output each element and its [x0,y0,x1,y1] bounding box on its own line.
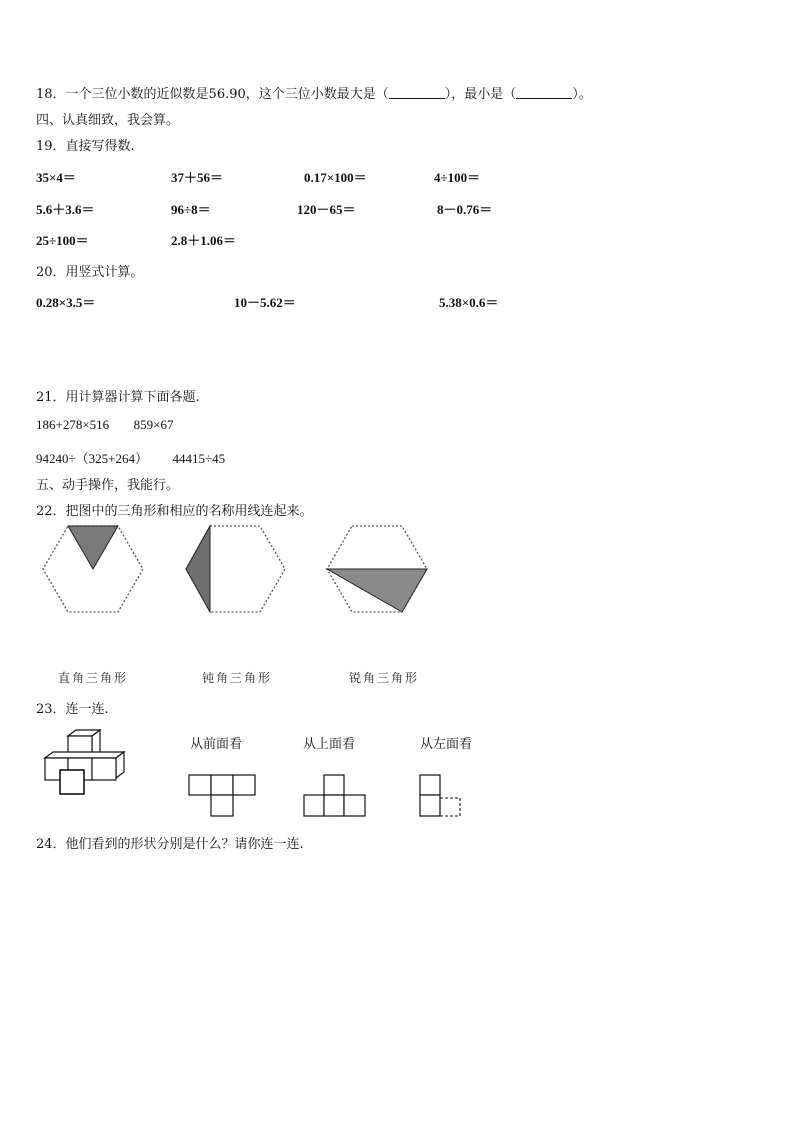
q18-number: 18． [36,87,66,102]
q18-blank-max[interactable] [389,87,445,99]
q20-title: 20．用竖式计算。 [36,265,144,280]
q19-item: 96÷8＝ [171,202,211,217]
q22-label-right: 直角三角形 [58,671,129,685]
q21-item: 186+278×516 [36,417,110,432]
hexagon-2 [186,526,285,612]
q19-item: 0.17×100＝ [304,170,367,185]
q22-title: 22．把图中的三角形和相应的名称用线连起来。 [36,504,313,519]
q19-item: 120－65＝ [297,202,356,217]
q19-item: 4÷100＝ [434,170,481,185]
q23-cube-solid [40,730,140,800]
q18-text-b: ），最小是（ [444,87,517,102]
q23-front-view-shape [188,774,258,824]
hexagon-3 [327,526,427,612]
q19-title: 19．直接写得数. [36,139,135,154]
q21-item: 44415÷45 [172,451,226,466]
section5-title: 五、动手操作，我能行。 [36,478,180,493]
q21-row-2 [36,448,225,467]
q20-item: 0.28×3.5＝ [36,295,96,310]
q23-title: 23．连一连. [36,702,109,717]
q22-label-obtuse: 钝角三角形 [202,671,273,685]
q22-label-acute: 锐角三角形 [349,671,420,685]
q21-row-1 [36,417,174,433]
q23-view-front: 从前面看 [190,737,243,752]
q24-title: 24．他们看到的形状分别是什么？请你连一连. [36,837,304,852]
q18-line [36,83,592,102]
q23-view-left: 从左面看 [420,737,473,752]
q18-blank-min[interactable] [516,87,572,99]
q20-item: 10－5.62＝ [234,295,296,310]
q19-item: 8－0.76＝ [437,202,493,217]
q19-item: 35×4＝ [36,170,76,185]
q23-top-view-shape [303,774,373,824]
q21-item: 94240÷（325+264） [36,451,148,466]
q22-hexagons [0,520,794,640]
q18-text-c: ）。 [572,87,592,102]
q19-item: 2.8＋1.06＝ [171,233,237,248]
q20-item: 5.38×0.6＝ [439,295,499,310]
q23-left-view-shape [419,774,469,824]
q21-item: 859×67 [133,417,174,432]
q21-title: 21．用计算器计算下面各题. [36,390,200,405]
section4-title: 四、认真细致，我会算。 [36,113,180,128]
q19-item: 25÷100＝ [36,233,89,248]
q19-item: 37＋56＝ [171,170,224,185]
hexagon-1 [43,526,143,612]
q18-text-a: 一个三位小数的近似数是56.90，这个三位小数最大是（ [65,87,389,102]
q23-view-top: 从上面看 [303,737,356,752]
q19-item: 5.6＋3.6＝ [36,202,95,217]
